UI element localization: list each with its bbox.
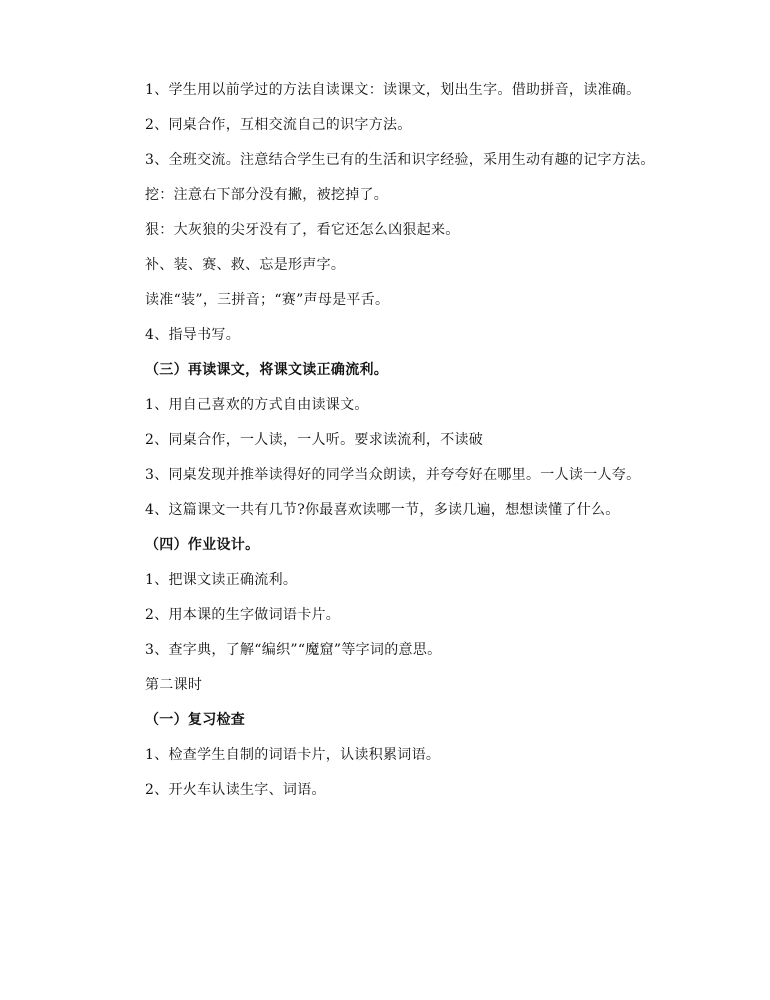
section-heading: （三）再读课文，将课文读正确流利。 <box>145 362 389 378</box>
section-heading: （一）复习检查 <box>145 712 246 728</box>
paragraph: 4、指导书写。 <box>145 327 241 343</box>
paragraph: 1、学生用以前学过的方法自读课文：读课文，划出生字。借助拼音，读准确。 <box>145 82 641 98</box>
paragraph: 2、同桌合作，一人读，一人听。要求读流利，不读破 <box>145 432 484 448</box>
paragraph: 挖：注意右下部分没有撇，被挖掉了。 <box>145 187 389 203</box>
paragraph: 3、全班交流。注意结合学生已有的生活和识字经验，采用生动有趣的记字方法。 <box>145 152 655 168</box>
paragraph: 补、装、赛、救、忘是形声字。 <box>145 257 346 273</box>
paragraph: 1、检查学生自制的词语卡片，认读积累词语。 <box>145 747 441 763</box>
paragraph: 3、同桌发现并推举读得好的同学当众朗读，并夸夸好在哪里。一人读一人夸。 <box>145 467 641 483</box>
lesson-heading: 第二课时 <box>145 677 203 693</box>
paragraph: 2、同桌合作，互相交流自己的识字方法。 <box>145 117 412 133</box>
paragraph: 读准“装”，三拼音；“赛”声母是平舌。 <box>145 292 390 308</box>
paragraph: 1、把课文读正确流利。 <box>145 572 298 588</box>
paragraph: 4、这篇课文一共有几节?你最喜欢读哪一节，多读几遍，想想读懂了什么。 <box>145 502 620 518</box>
paragraph: 2、用本课的生字做词语卡片。 <box>145 607 341 623</box>
section-heading: （四）作业设计。 <box>145 537 260 553</box>
document-body <box>117 80 657 815</box>
paragraph: 狠：大灰狼的尖牙没有了，看它还怎么凶狠起来。 <box>145 222 460 238</box>
paragraph: 1、用自己喜欢的方式自由读课文。 <box>145 397 369 413</box>
paragraph: 3、查字典，了解“编织”“魔窟”等字词的意思。 <box>145 642 442 658</box>
paragraph: 2、开火车认读生字、词语。 <box>145 782 326 798</box>
